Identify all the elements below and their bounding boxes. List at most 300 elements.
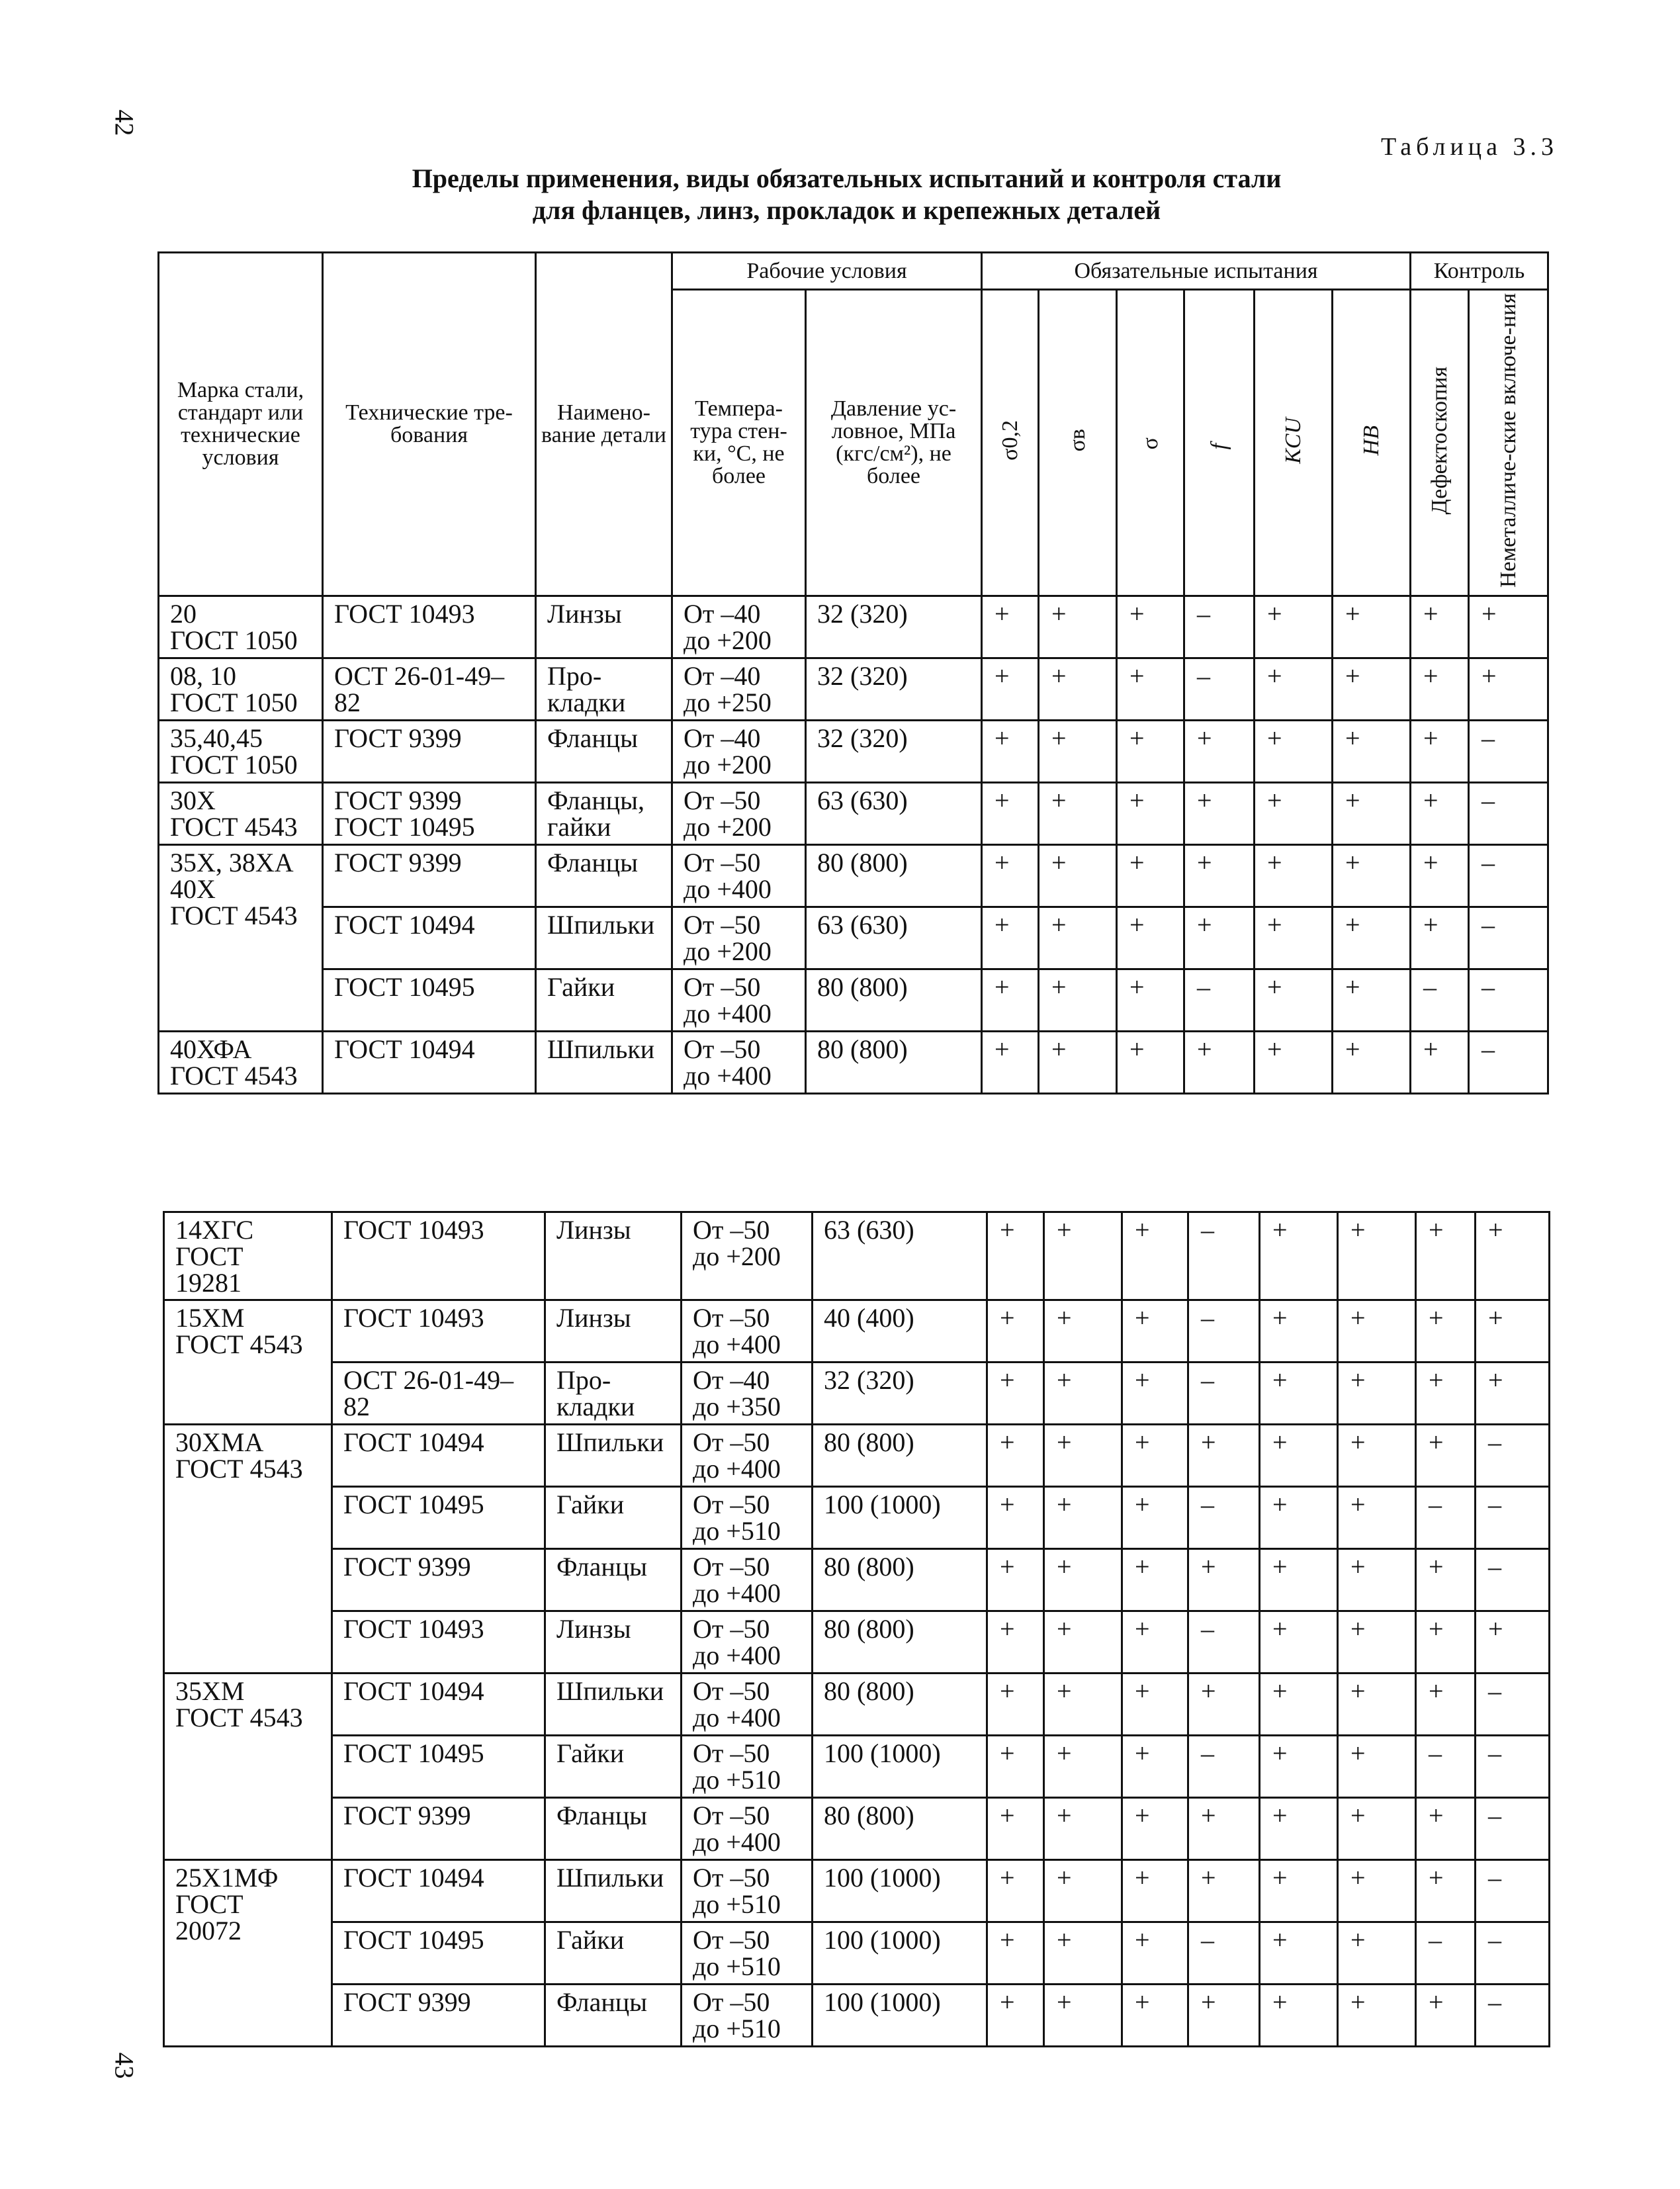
cell-test-mark: + — [1188, 1549, 1260, 1611]
cell-test-mark: + — [1039, 845, 1117, 907]
cell-test-mark: + — [1044, 1922, 1122, 1985]
cell-tech-requirements: ГОСТ 9399 — [323, 845, 536, 907]
cell-test-mark: + — [1184, 1032, 1255, 1094]
cell-wall-temperature: От –50 до +400 — [682, 1300, 813, 1363]
cell-part-name: Шпильки — [545, 1674, 682, 1736]
cell-test-mark: + — [1476, 1300, 1550, 1363]
cell-test-mark: – — [1476, 1487, 1550, 1549]
cell-part-name: Линзы — [545, 1300, 682, 1363]
cell-test-mark: + — [1255, 596, 1333, 658]
cell-test-mark: + — [1260, 1674, 1338, 1736]
table-label: Таблица 3.3 — [1380, 133, 1558, 161]
cell-test-mark: + — [1039, 783, 1117, 845]
cell-test-mark: + — [1117, 596, 1184, 658]
cell-wall-temperature: От –50 до +400 — [682, 1611, 813, 1674]
cell-tech-requirements: ГОСТ 10494 — [332, 1425, 545, 1487]
cell-test-mark: – — [1188, 1487, 1260, 1549]
cell-pressure: 100 (1000) — [813, 1487, 987, 1549]
table-row — [164, 1300, 1550, 1363]
cell-test-mark: – — [1188, 1363, 1260, 1425]
cell-pressure: 63 (630) — [813, 1212, 987, 1300]
header-pressure: Давление ус-ловное, МПа (кгс/см²), не более — [806, 290, 982, 596]
cell-tech-requirements: ГОСТ 10495 — [332, 1922, 545, 1985]
table-row — [164, 1212, 1550, 1300]
cell-test-mark: – — [1188, 1736, 1260, 1798]
cell-test-mark: – — [1188, 1300, 1260, 1363]
cell-test-mark: + — [1044, 1300, 1122, 1363]
cell-test-mark: + — [1411, 721, 1469, 783]
cell-test-mark: + — [1411, 845, 1469, 907]
cell-test-mark: + — [1416, 1425, 1476, 1487]
cell-steel-grade: 35Х, 38ХА 40Х ГОСТ 4543 — [159, 845, 323, 1032]
cell-test-mark: + — [1188, 1798, 1260, 1860]
cell-test-mark: + — [1411, 783, 1469, 845]
cell-pressure: 80 (800) — [813, 1549, 987, 1611]
cell-part-name: Фланцы — [545, 1549, 682, 1611]
header-sigma-02: σ0,2 — [997, 420, 1022, 461]
cell-test-mark: – — [1469, 845, 1548, 907]
cell-test-mark: + — [1188, 1425, 1260, 1487]
cell-test-mark: + — [982, 596, 1039, 658]
cell-test-mark: + — [1333, 969, 1411, 1032]
cell-test-mark: + — [1117, 845, 1184, 907]
cell-test-mark: + — [982, 658, 1039, 721]
cell-wall-temperature: От –40 до +350 — [682, 1363, 813, 1425]
cell-test-mark: + — [1122, 1611, 1188, 1674]
cell-test-mark: + — [1333, 907, 1411, 969]
header-nonmetal: Неметалличе-ские включе-ния — [1495, 293, 1521, 588]
cell-test-mark: + — [1476, 1212, 1550, 1300]
cell-steel-grade: 14ХГС ГОСТ 19281 — [164, 1212, 332, 1300]
cell-test-mark: + — [982, 969, 1039, 1032]
cell-test-mark: + — [1039, 969, 1117, 1032]
cell-pressure: 32 (320) — [806, 721, 982, 783]
cell-tech-requirements: ГОСТ 10493 — [323, 596, 536, 658]
table-row — [164, 1798, 1550, 1860]
cell-wall-temperature: От –50 до +510 — [682, 1985, 813, 2047]
cell-steel-grade: 20 ГОСТ 1050 — [159, 596, 323, 658]
header-f: f — [1206, 443, 1231, 450]
cell-test-mark: + — [1122, 1860, 1188, 1922]
cell-test-mark: + — [1338, 1363, 1416, 1425]
cell-test-mark: + — [1416, 1212, 1476, 1300]
cell-wall-temperature: От –50 до +400 — [672, 845, 806, 907]
table-row — [159, 1032, 1548, 1094]
cell-test-mark: + — [1416, 1798, 1476, 1860]
cell-test-mark: + — [1416, 1363, 1476, 1425]
cell-test-mark: + — [1338, 1300, 1416, 1363]
cell-test-mark: – — [1476, 1549, 1550, 1611]
cell-test-mark: + — [987, 1425, 1044, 1487]
cell-test-mark: + — [1260, 1611, 1338, 1674]
cell-wall-temperature: От –50 до +400 — [682, 1798, 813, 1860]
cell-wall-temperature: От –50 до +400 — [682, 1674, 813, 1736]
cell-test-mark: + — [1411, 907, 1469, 969]
cell-part-name: Про- кладки — [545, 1363, 682, 1425]
cell-steel-grade: 25Х1МФ ГОСТ 20072 — [164, 1860, 332, 2047]
cell-test-mark: + — [1122, 1212, 1188, 1300]
cell-test-mark: + — [1338, 1425, 1416, 1487]
cell-test-mark: + — [1476, 1363, 1550, 1425]
cell-test-mark: – — [1476, 1798, 1550, 1860]
cell-test-mark: + — [1333, 658, 1411, 721]
cell-test-mark: + — [1411, 658, 1469, 721]
cell-tech-requirements: ГОСТ 10495 — [332, 1487, 545, 1549]
cell-test-mark: + — [1338, 1487, 1416, 1549]
cell-tech-requirements: ГОСТ 10493 — [332, 1212, 545, 1300]
cell-part-name: Шпильки — [536, 1032, 672, 1094]
cell-test-mark: + — [1122, 1425, 1188, 1487]
cell-test-mark: – — [1416, 1922, 1476, 1985]
cell-test-mark: + — [1333, 721, 1411, 783]
cell-pressure: 100 (1000) — [813, 1922, 987, 1985]
cell-test-mark: – — [1469, 783, 1548, 845]
cell-steel-grade: 40ХФА ГОСТ 4543 — [159, 1032, 323, 1094]
cell-test-mark: – — [1184, 969, 1255, 1032]
cell-test-mark: + — [987, 1985, 1044, 2047]
cell-test-mark: + — [1333, 845, 1411, 907]
cell-test-mark: + — [1122, 1674, 1188, 1736]
cell-test-mark: + — [1255, 907, 1333, 969]
table-row — [159, 721, 1548, 783]
cell-part-name: Шпильки — [536, 907, 672, 969]
header-defect: Дефектоскопия — [1427, 366, 1452, 515]
cell-tech-requirements: ГОСТ 10494 — [323, 907, 536, 969]
cell-wall-temperature: От –50 до +200 — [672, 783, 806, 845]
cell-test-mark: + — [1039, 907, 1117, 969]
cell-test-mark: + — [1338, 1549, 1416, 1611]
cell-test-mark: + — [1039, 596, 1117, 658]
cell-test-mark: + — [1338, 1798, 1416, 1860]
cell-test-mark: + — [1117, 721, 1184, 783]
cell-wall-temperature: От –50 до +200 — [682, 1212, 813, 1300]
cell-test-mark: + — [1044, 1611, 1122, 1674]
cell-test-mark: + — [1039, 658, 1117, 721]
cell-steel-grade: 35,40,45 ГОСТ 1050 — [159, 721, 323, 783]
cell-tech-requirements: ГОСТ 9399 — [332, 1549, 545, 1611]
cell-test-mark: + — [1260, 1922, 1338, 1985]
cell-test-mark: + — [1255, 845, 1333, 907]
cell-test-mark: – — [1184, 658, 1255, 721]
cell-test-mark: + — [1411, 1032, 1469, 1094]
cell-test-mark: + — [987, 1860, 1044, 1922]
cell-pressure: 63 (630) — [806, 783, 982, 845]
cell-tech-requirements: ГОСТ 10495 — [332, 1736, 545, 1798]
cell-test-mark: + — [1117, 1032, 1184, 1094]
cell-part-name: Фланцы — [536, 721, 672, 783]
table-title — [0, 163, 1680, 226]
table-row — [164, 1363, 1550, 1425]
cell-test-mark: + — [1122, 1487, 1188, 1549]
cell-test-mark: + — [1044, 1363, 1122, 1425]
cell-test-mark: + — [1338, 1736, 1416, 1798]
cell-test-mark: + — [1260, 1736, 1338, 1798]
cell-tech-requirements: ГОСТ 10494 — [323, 1032, 536, 1094]
cell-part-name: Фланцы — [545, 1985, 682, 2047]
cell-test-mark: – — [1476, 1425, 1550, 1487]
table-row — [164, 1736, 1550, 1798]
cell-test-mark: + — [982, 783, 1039, 845]
cell-pressure: 80 (800) — [806, 845, 982, 907]
cell-test-mark: + — [1122, 1549, 1188, 1611]
cell-test-mark: + — [1122, 1985, 1188, 2047]
cell-test-mark: + — [1188, 1985, 1260, 2047]
cell-test-mark: – — [1416, 1487, 1476, 1549]
header-work-conditions: Рабочие условия — [672, 253, 982, 290]
cell-pressure: 80 (800) — [813, 1798, 987, 1860]
table-row — [164, 1549, 1550, 1611]
cell-test-mark: + — [1117, 969, 1184, 1032]
cell-test-mark: + — [1255, 783, 1333, 845]
cell-pressure: 32 (320) — [806, 658, 982, 721]
header-steel: Марка стали, стандарт или технические условия — [159, 253, 323, 596]
cell-test-mark: + — [1044, 1736, 1122, 1798]
cell-test-mark: + — [1184, 845, 1255, 907]
cell-part-name: Линзы — [536, 596, 672, 658]
cell-test-mark: + — [1469, 658, 1548, 721]
cell-test-mark: + — [1117, 783, 1184, 845]
cell-test-mark: + — [1122, 1363, 1188, 1425]
cell-pressure: 100 (1000) — [813, 1985, 987, 2047]
page-number-bottom: 43 — [109, 2052, 140, 2079]
cell-tech-requirements: ГОСТ 10494 — [332, 1674, 545, 1736]
table-row — [164, 1674, 1550, 1736]
cell-part-name: Гайки — [545, 1922, 682, 1985]
table-row — [159, 658, 1548, 721]
cell-wall-temperature: От –40 до +200 — [672, 596, 806, 658]
cell-steel-grade: 30Х ГОСТ 4543 — [159, 783, 323, 845]
cell-tech-requirements: ГОСТ 10494 — [332, 1860, 545, 1922]
header-mandatory-tests: Обязательные испытания — [982, 253, 1411, 290]
cell-test-mark: + — [1416, 1674, 1476, 1736]
cell-test-mark: + — [1184, 907, 1255, 969]
cell-test-mark: + — [1338, 1922, 1416, 1985]
table-row — [164, 1922, 1550, 1985]
cell-wall-temperature: От –50 до +510 — [682, 1736, 813, 1798]
cell-test-mark: – — [1476, 1922, 1550, 1985]
header-part: Наимено-вание детали — [536, 253, 672, 596]
cell-wall-temperature: От –50 до +400 — [682, 1549, 813, 1611]
cell-steel-grade: 15ХМ ГОСТ 4543 — [164, 1300, 332, 1425]
cell-test-mark: + — [987, 1798, 1044, 1860]
cell-test-mark: – — [1469, 1032, 1548, 1094]
cell-test-mark: + — [1260, 1212, 1338, 1300]
cell-test-mark: + — [1184, 721, 1255, 783]
cell-test-mark: + — [1044, 1487, 1122, 1549]
cell-pressure: 80 (800) — [806, 1032, 982, 1094]
cell-steel-grade: 35ХМ ГОСТ 4543 — [164, 1674, 332, 1860]
cell-test-mark: + — [1416, 1985, 1476, 2047]
steel-table-part-2 — [163, 1211, 1550, 2047]
cell-pressure: 63 (630) — [806, 907, 982, 969]
cell-tech-requirements: ГОСТ 9399 — [332, 1798, 545, 1860]
table-row — [159, 783, 1548, 845]
cell-test-mark: + — [1469, 596, 1548, 658]
cell-test-mark: + — [982, 1032, 1039, 1094]
cell-tech-requirements: ОСТ 26-01-49– 82 — [323, 658, 536, 721]
cell-test-mark: + — [1338, 1212, 1416, 1300]
table-row — [159, 969, 1548, 1032]
cell-test-mark: + — [1122, 1922, 1188, 1985]
cell-test-mark: + — [1255, 969, 1333, 1032]
cell-test-mark: + — [1416, 1611, 1476, 1674]
cell-test-mark: + — [987, 1922, 1044, 1985]
cell-test-mark: + — [1044, 1985, 1122, 2047]
cell-test-mark: + — [1416, 1549, 1476, 1611]
header-sigma: σ — [1137, 437, 1163, 450]
cell-test-mark: + — [1260, 1985, 1338, 2047]
table-row — [164, 1860, 1550, 1922]
cell-test-mark: – — [1416, 1736, 1476, 1798]
cell-test-mark: + — [987, 1549, 1044, 1611]
cell-test-mark: + — [987, 1611, 1044, 1674]
cell-test-mark: + — [1117, 658, 1184, 721]
cell-test-mark: – — [1188, 1611, 1260, 1674]
cell-part-name: Фланцы, гайки — [536, 783, 672, 845]
cell-test-mark: – — [1476, 1736, 1550, 1798]
cell-tech-requirements: ГОСТ 9399 — [323, 721, 536, 783]
cell-tech-requirements: ГОСТ 10495 — [323, 969, 536, 1032]
cell-test-mark: + — [987, 1300, 1044, 1363]
cell-wall-temperature: От –50 до +200 — [672, 907, 806, 969]
cell-pressure: 40 (400) — [813, 1300, 987, 1363]
cell-test-mark: – — [1469, 969, 1548, 1032]
cell-test-mark: + — [1338, 1674, 1416, 1736]
cell-pressure: 100 (1000) — [813, 1860, 987, 1922]
cell-test-mark: + — [1188, 1674, 1260, 1736]
cell-pressure: 80 (800) — [813, 1425, 987, 1487]
cell-pressure: 80 (800) — [813, 1674, 987, 1736]
cell-test-mark: + — [1260, 1425, 1338, 1487]
table-row — [159, 845, 1548, 907]
title-line-2: для фланцев, линз, прокладок и крепежных деталей — [532, 195, 1161, 225]
cell-test-mark: + — [1039, 1032, 1117, 1094]
cell-test-mark: + — [987, 1674, 1044, 1736]
cell-test-mark: – — [1469, 907, 1548, 969]
cell-test-mark: + — [987, 1212, 1044, 1300]
cell-part-name: Гайки — [545, 1736, 682, 1798]
cell-test-mark: + — [1260, 1487, 1338, 1549]
cell-test-mark: + — [1338, 1611, 1416, 1674]
cell-tech-requirements: ГОСТ 9399 — [332, 1985, 545, 2047]
cell-test-mark: + — [1338, 1985, 1416, 2047]
header-control: Контроль — [1411, 253, 1548, 290]
cell-test-mark: + — [1122, 1300, 1188, 1363]
table-row — [164, 1611, 1550, 1674]
cell-test-mark: – — [1188, 1922, 1260, 1985]
cell-part-name: Шпильки — [545, 1425, 682, 1487]
cell-part-name: Гайки — [536, 969, 672, 1032]
cell-tech-requirements: ГОСТ 9399 ГОСТ 10495 — [323, 783, 536, 845]
cell-test-mark: + — [1416, 1860, 1476, 1922]
header-hb: HB — [1358, 425, 1384, 456]
cell-part-name: Про- кладки — [536, 658, 672, 721]
cell-test-mark: + — [1255, 658, 1333, 721]
cell-test-mark: + — [1260, 1798, 1338, 1860]
cell-test-mark: + — [1260, 1363, 1338, 1425]
cell-test-mark: – — [1469, 721, 1548, 783]
cell-steel-grade: 08, 10 ГОСТ 1050 — [159, 658, 323, 721]
cell-wall-temperature: От –50 до +510 — [682, 1922, 813, 1985]
header-tech: Технические тре-бования — [323, 253, 536, 596]
cell-test-mark: + — [1255, 721, 1333, 783]
cell-part-name: Фланцы — [536, 845, 672, 907]
title-line-1: Пределы применения, виды обязательных испытаний и контроля стали — [412, 163, 1282, 193]
cell-test-mark: + — [987, 1736, 1044, 1798]
cell-test-mark: + — [1044, 1798, 1122, 1860]
cell-tech-requirements: ГОСТ 10493 — [332, 1300, 545, 1363]
cell-test-mark: + — [1044, 1212, 1122, 1300]
cell-test-mark: + — [982, 845, 1039, 907]
cell-wall-temperature: От –40 до +250 — [672, 658, 806, 721]
cell-test-mark: + — [982, 907, 1039, 969]
cell-test-mark: – — [1476, 1985, 1550, 2047]
cell-test-mark: + — [987, 1487, 1044, 1549]
cell-test-mark: – — [1411, 969, 1469, 1032]
cell-test-mark: + — [1184, 783, 1255, 845]
cell-part-name: Линзы — [545, 1611, 682, 1674]
cell-test-mark: + — [1044, 1549, 1122, 1611]
cell-test-mark: + — [1122, 1798, 1188, 1860]
cell-test-mark: + — [1260, 1549, 1338, 1611]
cell-pressure: 80 (800) — [806, 969, 982, 1032]
cell-test-mark: + — [1338, 1860, 1416, 1922]
cell-wall-temperature: От –50 до +510 — [682, 1860, 813, 1922]
cell-test-mark: – — [1184, 596, 1255, 658]
cell-test-mark: + — [1188, 1860, 1260, 1922]
cell-pressure: 32 (320) — [813, 1363, 987, 1425]
cell-test-mark: – — [1476, 1674, 1550, 1736]
cell-test-mark: + — [1260, 1860, 1338, 1922]
cell-test-mark: + — [1476, 1611, 1550, 1674]
cell-wall-temperature: От –50 до +400 — [682, 1425, 813, 1487]
table-row — [159, 596, 1548, 658]
cell-part-name: Фланцы — [545, 1798, 682, 1860]
cell-part-name: Гайки — [545, 1487, 682, 1549]
cell-part-name: Линзы — [545, 1212, 682, 1300]
header-temp: Темпера-тура стен-ки, °С, не более — [672, 290, 806, 596]
cell-test-mark: + — [1333, 596, 1411, 658]
cell-pressure: 100 (1000) — [813, 1736, 987, 1798]
page-number-top: 42 — [109, 109, 140, 136]
table-row — [159, 907, 1548, 969]
cell-test-mark: + — [1255, 1032, 1333, 1094]
steel-table-part-1 — [157, 251, 1549, 1094]
cell-pressure: 32 (320) — [806, 596, 982, 658]
cell-test-mark: + — [1411, 596, 1469, 658]
table-row — [164, 1985, 1550, 2047]
cell-wall-temperature: От –50 до +510 — [682, 1487, 813, 1549]
cell-wall-temperature: От –40 до +200 — [672, 721, 806, 783]
table-row — [164, 1425, 1550, 1487]
cell-test-mark: + — [1044, 1674, 1122, 1736]
cell-tech-requirements: ГОСТ 10493 — [332, 1611, 545, 1674]
cell-test-mark: + — [1044, 1425, 1122, 1487]
header-sigma-v: σв — [1065, 429, 1090, 452]
cell-wall-temperature: От –50 до +400 — [672, 969, 806, 1032]
header-kcu: KCU — [1280, 417, 1305, 464]
cell-test-mark: + — [1333, 783, 1411, 845]
cell-test-mark: – — [1188, 1212, 1260, 1300]
cell-steel-grade: 30ХМА ГОСТ 4543 — [164, 1425, 332, 1674]
cell-test-mark: + — [1044, 1860, 1122, 1922]
cell-test-mark: + — [1333, 1032, 1411, 1094]
cell-tech-requirements: ОСТ 26-01-49–82 — [332, 1363, 545, 1425]
cell-part-name: Шпильки — [545, 1860, 682, 1922]
table-row — [164, 1487, 1550, 1549]
cell-test-mark: + — [1039, 721, 1117, 783]
cell-test-mark: + — [1117, 907, 1184, 969]
